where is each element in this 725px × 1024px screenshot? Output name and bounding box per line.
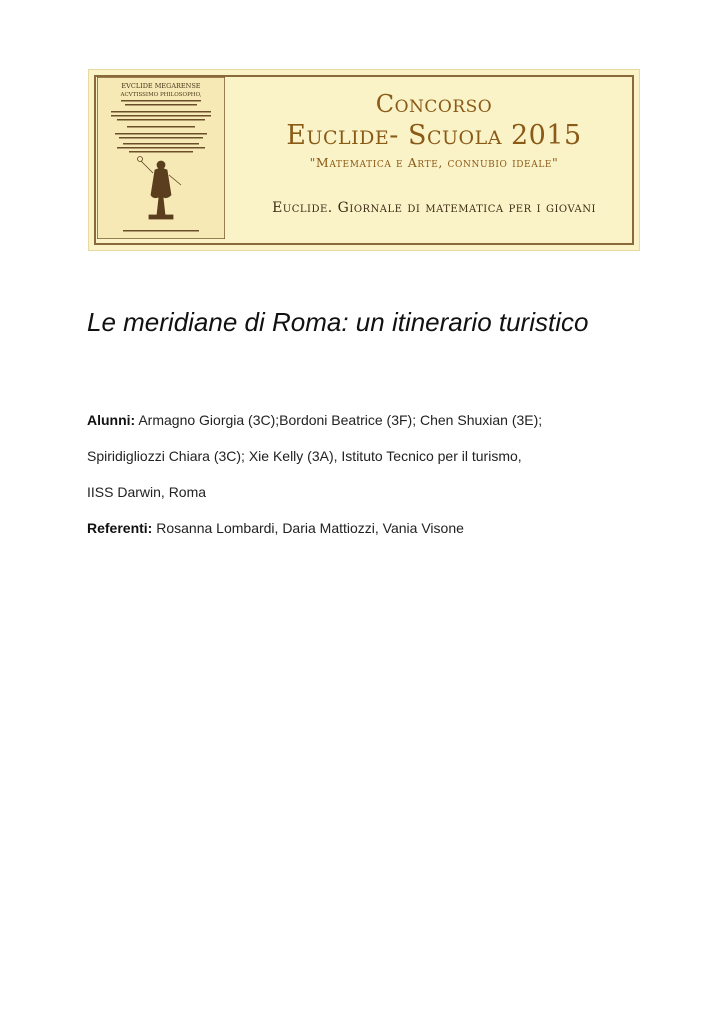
contest-banner [88, 69, 640, 251]
contest-motto: "Matematica e Arte, connubio ideale" [309, 155, 559, 170]
students-line-2: Spiridigliozzi Chiara (3C); Xie Kelly (3A), Istituto Tecnico per il turismo, [87, 448, 522, 464]
frontispiece-line1: EVCLIDE MEGARENSE [121, 82, 201, 90]
students-line-3: IISS Darwin, Roma [87, 484, 207, 500]
students-names-1: Armagno Giorgia (3C);Bordoni Beatrice (3F); Chen Shuxian (3E); [135, 412, 543, 428]
contest-label: Concorso [375, 90, 493, 118]
page-title: Le meridiane di Roma: un itinerario turistico [87, 307, 589, 337]
students-label: Alunni: [87, 412, 136, 428]
referents-label: Referenti: [87, 520, 153, 536]
frontispiece-line2: ACVTISSIMO PHILOSOPHO, [120, 92, 202, 98]
journal-name: Euclide. Giornale di matematica per i giovani [272, 200, 596, 216]
referents-names: Rosanna Lombardi, Daria Mattiozzi, Vania Visone [152, 520, 464, 536]
contest-title: Euclide- Scuola 2015 [286, 120, 582, 151]
frontispiece-image-icon [97, 77, 225, 239]
referents-line [87, 518, 647, 538]
students-line-1 [87, 410, 647, 430]
banner-text-block [228, 69, 640, 251]
